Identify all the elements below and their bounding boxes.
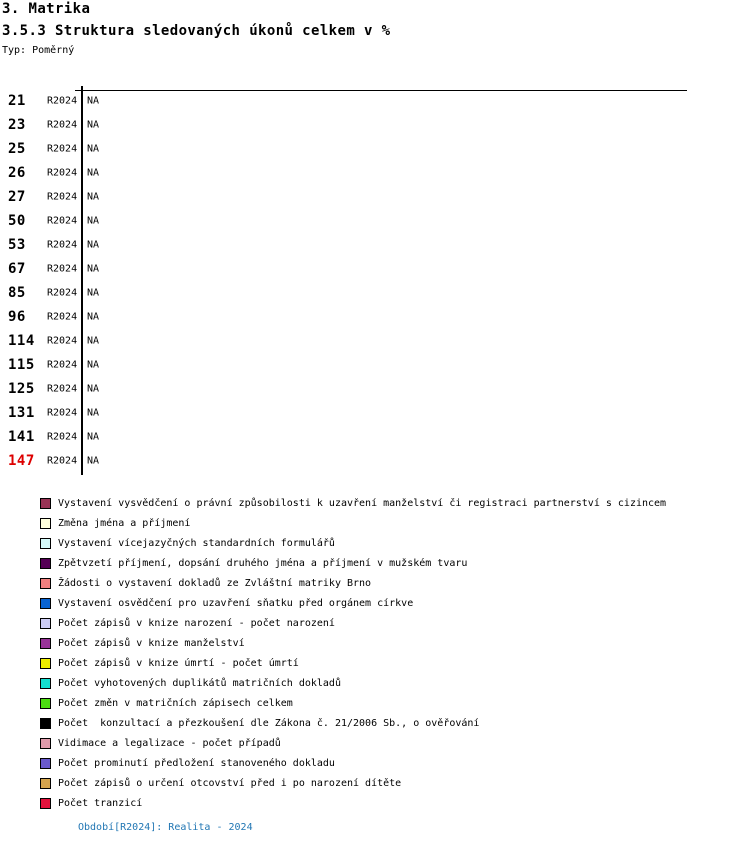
legend-color-swatch bbox=[40, 498, 51, 509]
value-label: NA bbox=[87, 191, 100, 203]
legend-item bbox=[40, 753, 666, 773]
legend-color-swatch bbox=[40, 598, 51, 609]
indicator-code: 96 bbox=[8, 309, 26, 325]
chart-row bbox=[0, 113, 750, 137]
legend-label: Vidimace a legalizace - počet případů bbox=[58, 737, 281, 749]
legend-color-swatch bbox=[40, 638, 51, 649]
legend-item bbox=[40, 793, 666, 813]
chart-row bbox=[0, 185, 750, 209]
legend-item bbox=[40, 493, 666, 513]
series-label: R2024 bbox=[47, 455, 78, 467]
series-label: R2024 bbox=[47, 287, 78, 299]
page-title: 3. Matrika bbox=[2, 1, 91, 17]
legend-item bbox=[40, 553, 666, 573]
legend-label: Změna jména a příjmení bbox=[58, 517, 191, 529]
series-label: R2024 bbox=[47, 143, 78, 155]
indicator-code: 131 bbox=[8, 405, 35, 421]
series-label: R2024 bbox=[47, 239, 78, 251]
legend-label: Počet zápisů v knize úmrtí - počet úmrtí bbox=[58, 657, 299, 669]
legend-item bbox=[40, 713, 666, 733]
series-label: R2024 bbox=[47, 191, 78, 203]
value-label: NA bbox=[87, 407, 100, 419]
series-label: R2024 bbox=[47, 311, 78, 323]
legend-color-swatch bbox=[40, 538, 51, 549]
indicator-code: 25 bbox=[8, 141, 26, 157]
indicator-code: 53 bbox=[8, 237, 26, 253]
chart-row bbox=[0, 425, 750, 449]
legend-color-swatch bbox=[40, 558, 51, 569]
period-note: Období[R2024]: Realita - 2024 bbox=[78, 822, 253, 833]
value-label: NA bbox=[87, 455, 100, 467]
chart-row bbox=[0, 401, 750, 425]
series-label: R2024 bbox=[47, 167, 78, 179]
legend-label: Počet konzultací a přezkoušení dle Zákona č. 21/2006 Sb., o ověřování bbox=[58, 717, 480, 729]
legend-item bbox=[40, 673, 666, 693]
indicator-code: 50 bbox=[8, 213, 26, 229]
legend-label: Počet prominutí předložení stanoveného dokladu bbox=[58, 757, 335, 769]
chart-row bbox=[0, 257, 750, 281]
legend-item bbox=[40, 533, 666, 553]
chart-row bbox=[0, 161, 750, 185]
legend-label: Vystavení vícejazyčných standardních formulářů bbox=[58, 537, 335, 549]
legend-item bbox=[40, 593, 666, 613]
legend-item bbox=[40, 693, 666, 713]
value-label: NA bbox=[87, 119, 100, 131]
chart-row bbox=[0, 449, 750, 473]
value-label: NA bbox=[87, 143, 100, 155]
value-label: NA bbox=[87, 311, 100, 323]
value-label: NA bbox=[87, 431, 100, 443]
series-label: R2024 bbox=[47, 215, 78, 227]
legend-color-swatch bbox=[40, 758, 51, 769]
chart-type-label: Typ: Poměrný bbox=[2, 45, 75, 56]
indicator-code: 67 bbox=[8, 261, 26, 277]
indicator-code: 115 bbox=[8, 357, 35, 373]
chart-legend bbox=[40, 493, 666, 813]
indicator-code: 141 bbox=[8, 429, 35, 445]
chart-row bbox=[0, 281, 750, 305]
value-label: NA bbox=[87, 239, 100, 251]
series-label: R2024 bbox=[47, 383, 78, 395]
legend-label: Počet tranzicí bbox=[58, 797, 143, 809]
value-label: NA bbox=[87, 263, 100, 275]
chart-row bbox=[0, 353, 750, 377]
legend-item bbox=[40, 573, 666, 593]
legend-label: Počet zápisů v knize manželství bbox=[58, 637, 245, 649]
series-label: R2024 bbox=[47, 95, 78, 107]
legend-item bbox=[40, 633, 666, 653]
legend-label: Zpětvzetí příjmení, dopsání druhého jména a příjmení v mužském tvaru bbox=[58, 557, 468, 569]
legend-label: Žádosti o vystavení dokladů ze Zvláštní matriky Brno bbox=[58, 577, 372, 589]
legend-label: Počet vyhotovených duplikátů matričních dokladů bbox=[58, 677, 341, 689]
legend-color-swatch bbox=[40, 738, 51, 749]
legend-item bbox=[40, 613, 666, 633]
legend-label: Počet zápisů o určení otcovství před i po narození dítěte bbox=[58, 777, 402, 789]
series-label: R2024 bbox=[47, 431, 78, 443]
indicator-code: 21 bbox=[8, 93, 26, 109]
value-label: NA bbox=[87, 167, 100, 179]
chart-row bbox=[0, 89, 750, 113]
value-label: NA bbox=[87, 215, 100, 227]
indicator-code: 26 bbox=[8, 165, 26, 181]
chart-row bbox=[0, 137, 750, 161]
legend-label: Vystavení osvědčení pro uzavření sňatku před orgánem církve bbox=[58, 597, 414, 609]
legend-label: Počet zápisů v knize narození - počet narození bbox=[58, 617, 335, 629]
series-label: R2024 bbox=[47, 359, 78, 371]
value-label: NA bbox=[87, 359, 100, 371]
value-label: NA bbox=[87, 383, 100, 395]
legend-color-swatch bbox=[40, 678, 51, 689]
series-label: R2024 bbox=[47, 335, 78, 347]
legend-item bbox=[40, 653, 666, 673]
series-label: R2024 bbox=[47, 407, 78, 419]
chart-row bbox=[0, 233, 750, 257]
legend-color-swatch bbox=[40, 618, 51, 629]
legend-item bbox=[40, 733, 666, 753]
legend-label: Vystavení vysvědčení o právní způsobilosti k uzavření manželství či registraci partnerství s cizincem bbox=[58, 497, 667, 509]
legend-item bbox=[40, 513, 666, 533]
chart-row bbox=[0, 377, 750, 401]
series-label: R2024 bbox=[47, 119, 78, 131]
chart-rows bbox=[0, 89, 750, 473]
indicator-code: 23 bbox=[8, 117, 26, 133]
indicator-code: 27 bbox=[8, 189, 26, 205]
legend-color-swatch bbox=[40, 518, 51, 529]
legend-label: Počet změn v matričních zápisech celkem bbox=[58, 697, 293, 709]
chart-row bbox=[0, 209, 750, 233]
chart-title: 3.5.3 Struktura sledovaných úkonů celkem v % bbox=[2, 23, 391, 39]
indicator-code: 125 bbox=[8, 381, 35, 397]
chart-row bbox=[0, 305, 750, 329]
value-label: NA bbox=[87, 287, 100, 299]
legend-color-swatch bbox=[40, 658, 51, 669]
chart-row bbox=[0, 329, 750, 353]
legend-color-swatch bbox=[40, 718, 51, 729]
series-label: R2024 bbox=[47, 263, 78, 275]
legend-color-swatch bbox=[40, 798, 51, 809]
value-label: NA bbox=[87, 95, 100, 107]
indicator-code: 114 bbox=[8, 333, 35, 349]
legend-color-swatch bbox=[40, 578, 51, 589]
legend-item bbox=[40, 773, 666, 793]
legend-color-swatch bbox=[40, 778, 51, 789]
indicator-code: 147 bbox=[8, 453, 35, 469]
value-label: NA bbox=[87, 335, 100, 347]
indicator-code: 85 bbox=[8, 285, 26, 301]
legend-color-swatch bbox=[40, 698, 51, 709]
